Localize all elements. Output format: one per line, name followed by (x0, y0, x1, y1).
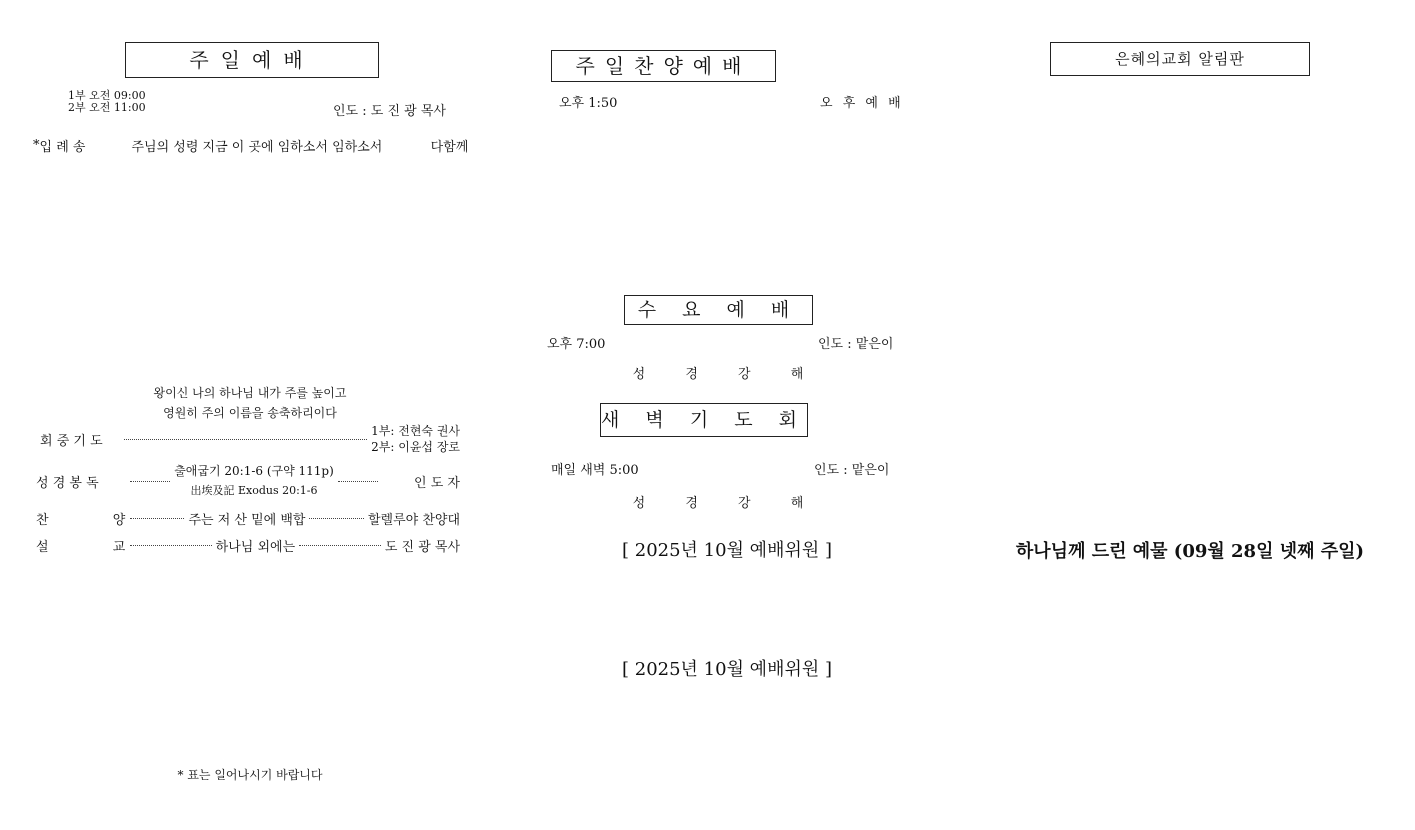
order-row-prayer (40, 424, 460, 454)
scripture-ref-hanja: 出埃及記 Exodus 20:1-6 (190, 484, 318, 497)
dawn-content: 성 경 강 해 (632, 496, 822, 511)
anthem-title: 주는 저 산 밑에 백합 (188, 512, 306, 528)
doxology-line-2: 영원히 주의 이름을 송축하리이다 (163, 406, 337, 420)
standing-mark: * (33, 137, 40, 153)
dotted-leader (130, 518, 184, 519)
sermon-title: 하나님 외에는 (215, 539, 296, 555)
order-row-scripture (36, 462, 460, 500)
wednesday-time: 오후 7:00 (547, 337, 606, 352)
notice-board-title: 은혜의교회 알림판 (1050, 42, 1310, 76)
prayer-person-2: 2부: 이윤섭 장로 (371, 440, 460, 454)
dotted-leader (338, 481, 378, 482)
wednesday-content: 성 경 강 해 (632, 367, 822, 382)
dotted-leader (130, 545, 212, 546)
wednesday-leader: 인도 : 맡은이 (818, 337, 894, 352)
dotted-leader (130, 481, 170, 482)
order-row (33, 135, 469, 155)
standing-footnote: * 표는 일어나시기 바랍니다 (177, 768, 323, 782)
order-person: 인 도 자 (414, 475, 460, 491)
dawn-leader: 인도 : 맡은이 (814, 463, 890, 478)
service-time-2: 2부 오전 11:00 (68, 101, 146, 114)
dotted-leader (124, 439, 367, 440)
order-person: 할렐루야 찬양대 (367, 512, 461, 528)
committee-title-1: [ 2025년 10월 예배위원 ] (622, 540, 832, 561)
dotted-leader (309, 518, 363, 519)
order-detail: 주님의 성령 지금 이 곳에 임하소서 임하소서 (131, 139, 383, 155)
order-person: 도 진 광 목사 (384, 539, 461, 555)
order-label: 설 교 (36, 539, 156, 555)
prayer-person-1: 1부: 전현숙 권사 (371, 424, 460, 438)
order-label: 회 중 기 도 (40, 433, 103, 449)
scripture-ref: 출애굽기 20:1-6 (구약 111p) (174, 464, 334, 478)
committee-title-2: [ 2025년 10월 예배위원 ] (622, 659, 832, 680)
dotted-leader (299, 545, 381, 546)
offering-title: 하나님께 드린 예물 (09월 28일 넷째 주일) (1015, 541, 1365, 562)
praise-time: 오후 1:50 (559, 96, 618, 111)
service-times (68, 90, 146, 114)
dawn-time: 매일 새벽 5:00 (551, 463, 639, 478)
scripture-refs (174, 461, 334, 501)
wednesday-service-title: 수 요 예 배 (624, 295, 813, 325)
order-person: 다함께 (430, 139, 469, 155)
main-service-title: 주일예배 (125, 42, 379, 78)
praise-header-right: 오 후 예 배 (820, 96, 904, 111)
service-leader: 인도 : 도 진 광 목사 (333, 104, 446, 119)
order-row-sermon (36, 535, 460, 555)
order-row-anthem (36, 508, 460, 528)
dawn-prayer-title: 새 벽 기 도 회 (600, 403, 808, 437)
order-label: 찬 양 (36, 512, 156, 528)
order-label: 성 경 봉 독 (36, 475, 99, 491)
prayer-people (371, 423, 460, 455)
service-time-1: 1부 오전 09:00 (68, 89, 146, 102)
doxology-line-1: 왕이신 나의 하나님 내가 주를 높이고 (153, 386, 347, 400)
order-label: 입 례 송 (39, 139, 86, 155)
praise-service-title: 주일찬양예배 (551, 50, 776, 82)
